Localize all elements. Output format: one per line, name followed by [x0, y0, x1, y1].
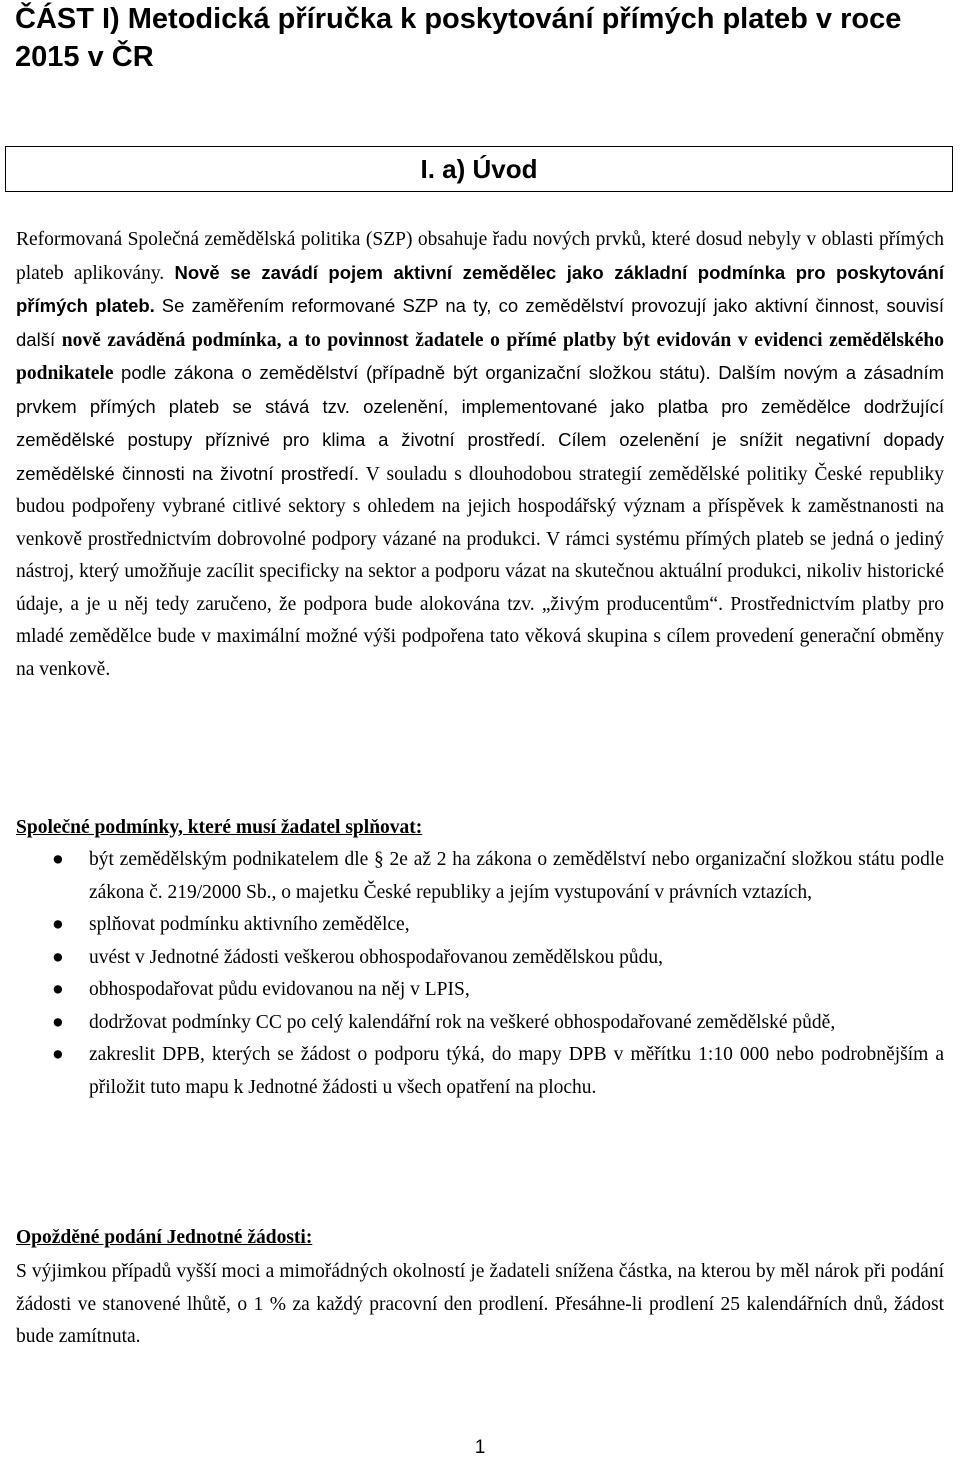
bullet-icon: ●: [52, 1011, 64, 1033]
list-item: [0, 974, 944, 1007]
document-title: ČÁST I) Metodická příručka k poskytování přímých plateb v roce 2015 v ČR: [15, 3, 902, 73]
section-heading: I. a) Úvod: [420, 154, 538, 184]
condition-text: být zemědělským podnikatelem dle § 2e až 2 ha zákona o zemědělství nebo organizační složkou státu podle zákona č. 219/2000 Sb., o majetku České republiky a jejím vystupování v právních vztazích,: [89, 849, 944, 903]
conditions-heading: Společné podmínky, které musí žadatel splňovat:: [16, 817, 423, 838]
intro-text-4: Dalším novým a zásadním prvkem přímých plateb se stává tzv. ozelenění, implementované jako platba pro zemědělce dodržující zemědělské postupy příznivé pro klima a životní prostředí.: [16, 362, 945, 450]
intro-bold-1: Nově se zavádí pojem aktivní zemědělec jako základní podmínka pro poskytování přímých plateb.: [16, 261, 944, 316]
section-heading-box: [5, 146, 953, 192]
page-number: 1: [474, 1437, 486, 1458]
condition-text: obhospodařovat půdu evidovanou na něj v LPIS,: [89, 979, 470, 1000]
list-item: [0, 1007, 944, 1040]
intro-text-5: Cílem ozelenění je snížit negativní dopady zemědělské činnosti na životní prostředí.: [16, 429, 944, 484]
bullet-icon: ●: [52, 914, 64, 935]
bullet-icon: ●: [52, 849, 64, 870]
intro-paragraph: [16, 224, 944, 686]
condition-text: zakreslit DPB, kterých se žádost o podporu týká, do mapy DPB v měřítku 1:10 000 nebo podrobnějším a přiložit tuto mapu k Jednotné žádosti u všech opatření na plochu.: [89, 1044, 944, 1098]
late-paragraph: S výjimkou případů vyšší moci a mimořádných okolností je žadateli snížena částka, na kterou by měl nárok při podání žádosti ve stanovené lhůtě, o 1 % za každý pracovní den prodlení. Přesáhne-li prodlení 25 kalendářních dnů, žádost bude zamítnuta.: [16, 1261, 944, 1347]
list-item: [0, 844, 944, 909]
intro-text-3: podle zákona o zemědělství (případně být organizační složkou státu).: [121, 362, 711, 383]
intro-text-2: Se zaměřením reformované SZP na ty, co zemědělství provozují jako aktivní činnost, souvisí další: [16, 295, 944, 350]
list-item: [0, 942, 944, 975]
bullet-icon: ●: [52, 946, 64, 968]
bullet-icon: ●: [52, 979, 64, 1000]
condition-text: dodržovat podmínky CC po celý kalendářní rok na veškeré obhospodařované zemědělské půdě,: [89, 1011, 836, 1033]
list-item: [0, 1039, 944, 1104]
intro-bold-2: nově zaváděná podmínka, a to povinnost žadatele o přímé platby být evidován v evidenci zemědělského podnikatele: [16, 329, 944, 384]
conditions-list: [0, 844, 960, 1104]
condition-text: splňovat podmínku aktivního zemědělce,: [89, 914, 410, 935]
bullet-icon: ●: [52, 1044, 64, 1065]
list-item: [0, 909, 944, 942]
condition-text: uvést v Jednotné žádosti veškerou obhospodařovanou zemědělskou půdu,: [89, 946, 664, 968]
intro-text-1: Reformovaná Společná zemědělská politika (SZP) obsahuje řadu nových prvků, které dosud nebyly v oblasti přímých plateb aplikovány.: [16, 229, 944, 284]
intro-text-6: V souladu s dlouhodobou strategií zemědělské politiky České republiky budou podpořeny vybrané citlivé sektory s ohledem na jejich hospodářský význam a příspěvek k zaměstnanosti na venkově prostřednictvím dobrovolné podpory vázané na produkci. V rámci systému přímých plateb se jedná o jediný nástroj, který umožňuje zacílit specificky na sektor a podporu vázat na skutečnou aktuální produkci, nikoliv historické údaje, a je u něj tedy zaručeno, že podpora bude alokována tzv. „živým producentům“. Prostřednictvím platby pro mladé zemědělce bude v maximální možné výši podpořena tato věková skupina s cílem provedení generační obměny na venkově.: [16, 463, 944, 680]
late-heading: Opožděné podání Jednotné žádosti:: [16, 1227, 313, 1248]
